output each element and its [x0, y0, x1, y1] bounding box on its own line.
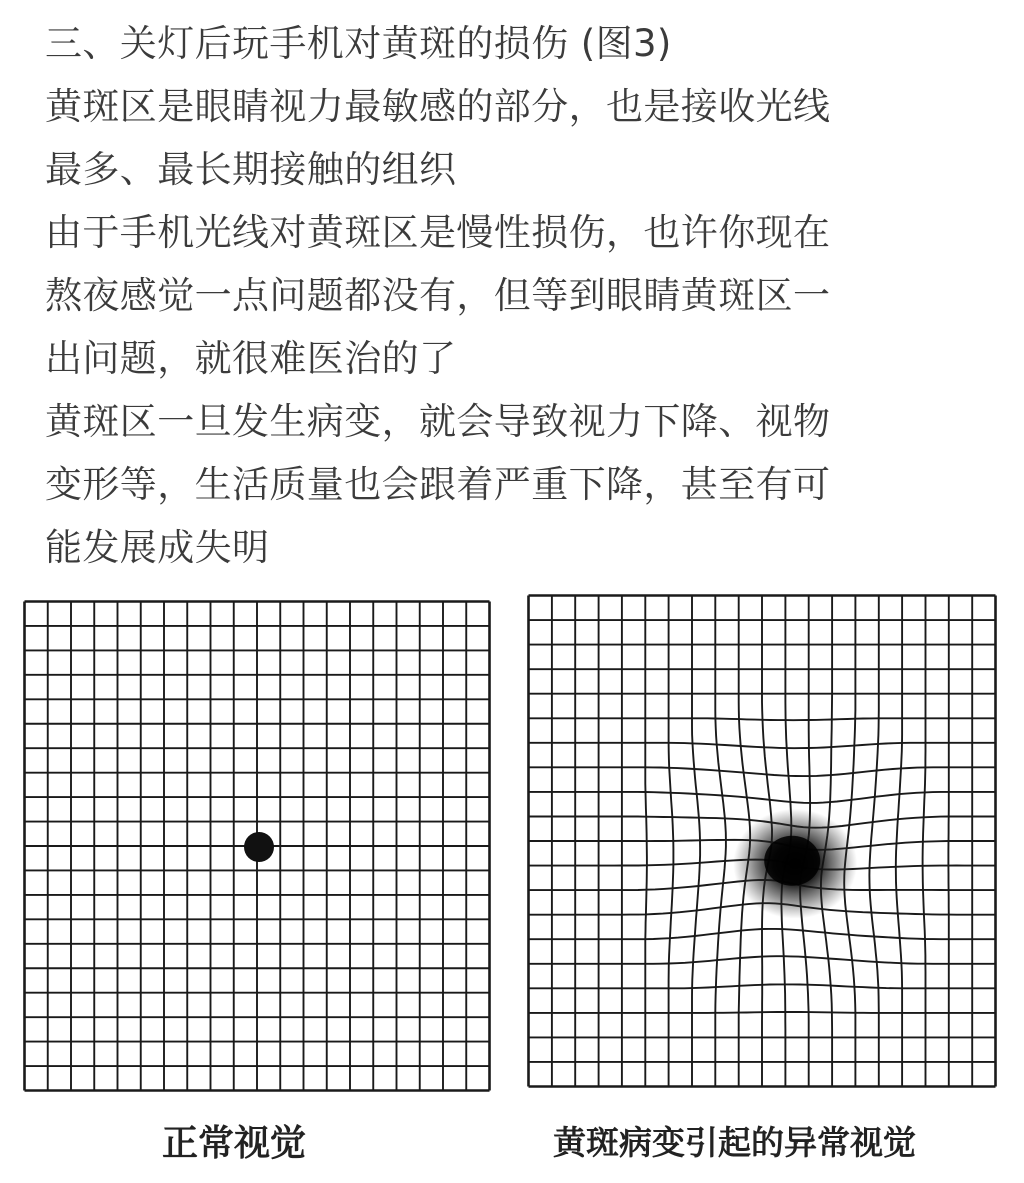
- dark-spot-core: [764, 836, 820, 886]
- article-line: 出问题，就很难医治的了: [45, 337, 457, 380]
- article-line: 黄斑区是眼睛视力最敏感的部分，也是接收光线: [45, 85, 831, 128]
- article-text: [45, 12, 985, 579]
- article-line: 能发展成失明: [45, 526, 270, 569]
- article-line: 熬夜感觉一点问题都没有，但等到眼睛黄斑区一: [45, 274, 831, 317]
- fixation-dot: [244, 832, 274, 862]
- normal-vision-caption: 正常视觉: [162, 1123, 307, 1164]
- article-line: 变形等，生活质量也会跟着严重下降，甚至有可: [45, 463, 831, 506]
- grid-horizontal-line: [529, 1012, 996, 1013]
- amsler-grid-figure: [0, 587, 1024, 1183]
- normal-vision-grid: [23, 600, 491, 1092]
- abnormal-vision-caption: 黄斑病变引起的异常视觉: [553, 1123, 916, 1162]
- article-line: 由于手机光线对黄斑区是慢性损伤，也许你现在: [45, 211, 831, 254]
- article-heading: 三、关灯后玩手机对黄斑的损伤 (图3): [45, 22, 672, 65]
- article-line: 黄斑区一旦发生病变，就会导致视力下降、视物: [45, 400, 831, 443]
- distorted-vision-grid: [527, 594, 997, 1088]
- article-line: 最多、最长期接触的组织: [45, 148, 457, 191]
